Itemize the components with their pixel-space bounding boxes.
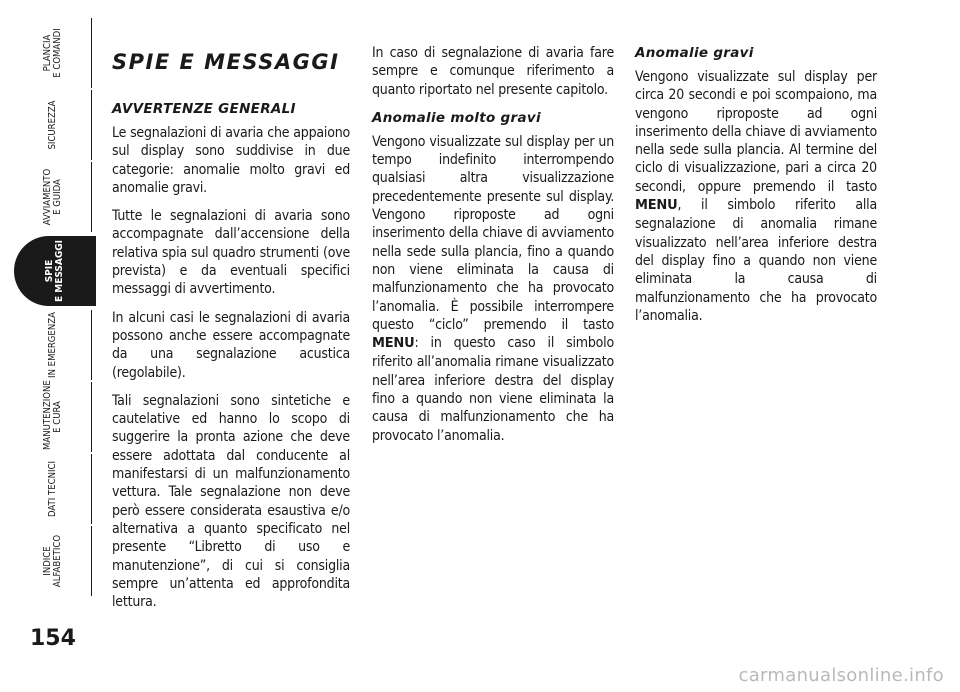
section-heading: AVVERTENZE GENERALI (112, 101, 296, 117)
tab-avviamento-e-guida[interactable] (14, 162, 92, 232)
text-span: Vengono visualizzate sul display per un tempo indefinito interrompendo qualsiasi altra visualizzazione precedentemente presente sul display. Vengono riproposte ad ogni inserimento della chiave di avviamento nella sede sulla plancia, fino a quando non viene eliminata la causa di malfunzionamento che ha provocato l’anomalia. È possibile interrompere questo “ciclo” premendo il tasto (372, 133, 614, 333)
tab-label: PLANCIA E COMANDI (41, 28, 63, 78)
paragraph (635, 68, 877, 325)
tab-label: SICUREZZA (46, 100, 58, 150)
paragraph: Tutte le segnalazioni di avaria sono accompagnate dall’accensione della relativa spia sul quadro strumenti (ove prevista) e da eventuali specifici messaggi di avvertimento. (112, 208, 350, 298)
chapter-tabs (14, 18, 96, 668)
menu-key-label: MENU (635, 198, 678, 214)
tab-plancia-e-comandi[interactable] (14, 18, 92, 88)
tab-label: IN EMERGENZA (46, 312, 58, 378)
tab-label: MANUTENZIONE E CURA (41, 380, 63, 450)
paragraph: Le segnalazioni di avaria che appaiono sul display sono suddivise in due categorie: anomalie molto gravi ed anomalie gravi. (112, 125, 350, 196)
tab-spie-e-messaggi[interactable] (14, 236, 96, 306)
tab-indice-alfabetico[interactable] (14, 526, 92, 596)
section-heading: Anomalie gravi (635, 45, 754, 61)
page-title: SPIE E MESSAGGI (112, 50, 340, 74)
tab-in-emergenza[interactable] (14, 310, 92, 380)
paragraph (372, 133, 614, 445)
menu-key-label: MENU (372, 336, 415, 352)
tab-sicurezza[interactable] (14, 90, 92, 160)
text-span: , il simbolo riferito alla segnalazione di anomalia rimane visualizzato nell’area inferiore destra del display fino a quando non viene eliminata la causa di malfunzionamento che ha provocato l’anomalia. (635, 197, 877, 324)
paragraph: Tali segnalazioni sono sintetiche e cautelative ed hanno lo scopo di suggerire la pronta azione che deve essere adottata dal conducente al manifestarsi di un malfunzionamento vettura. Tale segnalazione non deve però essere considerata esaustiva e/o alternativa a quanto specificato nel presente “Libretto di uso e manutenzione”, di cui si consiglia sempre un’attenta ed approfondita lettura. (112, 392, 350, 611)
paragraph: In caso di segnalazione di avaria fare sempre e comunque riferimento a quanto riportato nel presente capitolo. (372, 45, 614, 98)
tab-dati-tecnici[interactable] (14, 454, 92, 524)
tab-manutenzione-e-cura[interactable] (14, 382, 92, 452)
tab-label: SPIE E MESSAGGI (44, 240, 65, 302)
text-span: Vengono visualizzate sul display per circa 20 secondi e poi scompaiono, ma vengono riproposte ad ogni inserimento della chiave di avviamento nella sede sulla plancia. Al termine del ciclo di visualizzazione, pari a circa 20 secondi, oppure premendo il tasto (635, 69, 877, 195)
tab-label: INDICE ALFABETICO (41, 534, 63, 588)
text-span: : in questo caso il simbolo riferito all’anomalia rimane visualizzato nell’area inferiore destra del display fino a quando non viene eliminata la causa di malfunzionamento che ha provocato l’anomalia. (372, 335, 614, 444)
page-number: 154 (30, 626, 76, 651)
column-2 (372, 44, 614, 455)
tab-label: DATI TECNICI (46, 461, 58, 517)
column-1 (112, 44, 350, 621)
section-heading: Anomalie molto gravi (372, 109, 541, 126)
tab-label: AVVIAMENTO E GUIDA (41, 168, 63, 226)
column-3 (635, 44, 877, 335)
watermark-footer: carmanualsonline.info (738, 665, 944, 686)
paragraph: In alcuni casi le segnalazioni di avaria possono anche essere accompagnate da una segnalazione acustica (regolabile). (112, 309, 350, 381)
